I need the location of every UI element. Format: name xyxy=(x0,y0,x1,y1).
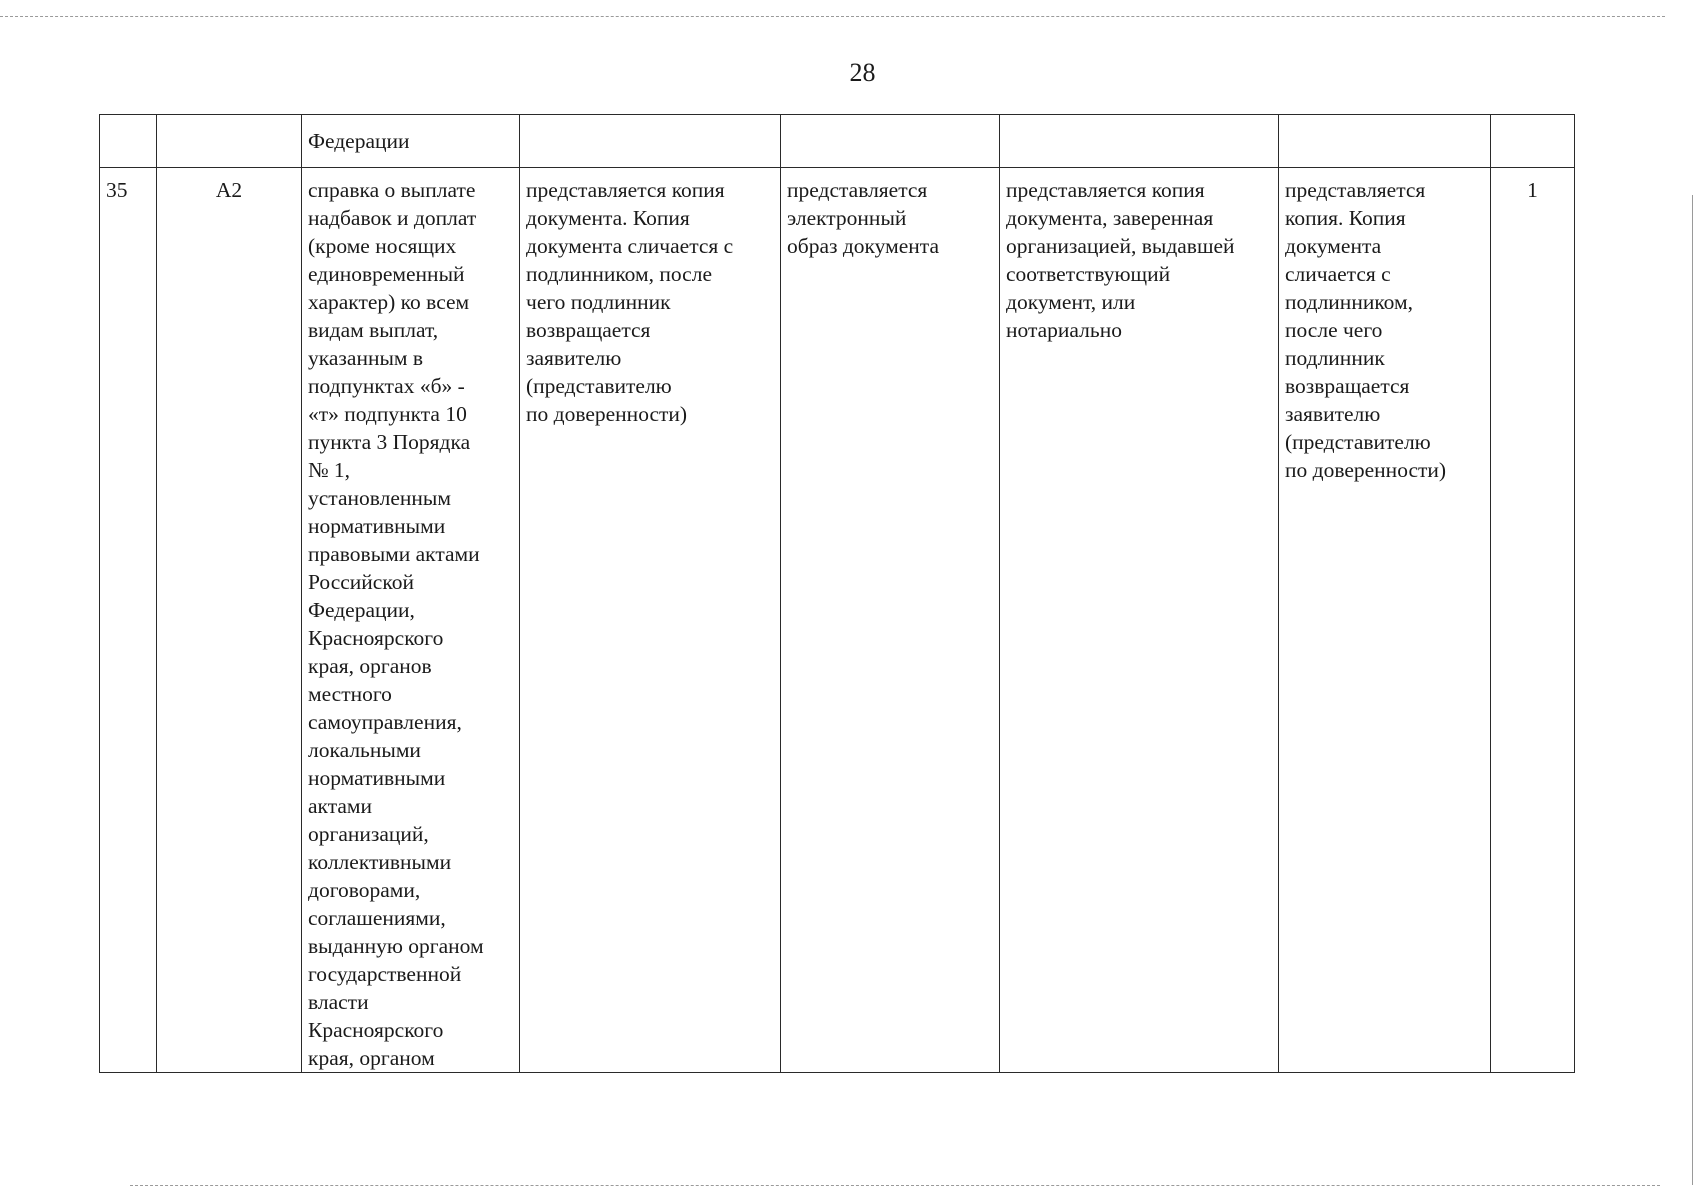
document-table xyxy=(99,114,1575,1073)
cell-electronic xyxy=(781,115,1000,168)
cell-via-mfc xyxy=(1279,115,1491,168)
table-row xyxy=(100,168,1575,1073)
cell-via-mfc: представляется копия. Копия документа сличается с подлинником, после чего подлинник возвращается заявителю (представителю по доверенности) xyxy=(1279,168,1491,1073)
cell-code xyxy=(157,115,302,168)
cell-number xyxy=(100,115,157,168)
cell-by-mail xyxy=(1000,115,1279,168)
cell-number: 35 xyxy=(100,168,157,1073)
cell-count: 1 xyxy=(1491,168,1575,1073)
table-row-continuation xyxy=(100,115,1575,168)
page-number: 28 xyxy=(849,58,876,87)
scan-line-right xyxy=(1692,195,1693,1185)
scan-line-bottom xyxy=(130,1185,1660,1186)
cell-by-mail: представляется копия документа, заверенная организацией, выдавшей соответствующий документ, или нотариально xyxy=(1000,168,1279,1073)
cell-in-person: представляется копия документа. Копия документа сличается с подлинником, после чего подлинник возвращается заявителю (представителю по доверенности) xyxy=(520,168,781,1073)
cell-in-person xyxy=(520,115,781,168)
cell-document: справка о выплате надбавок и доплат (кроме носящих единовременный характер) ко всем видам выплат, указанным в подпунктах «б» - «т» подпункта 10 пункта 3 Порядка № 1, установленным нормативными правовыми актами Российской Федерации, Красноярского края, органов местного самоуправления, локальными нормативными актами организаций, коллективными договорами, соглашениями, выданную органом государственной власти Красноярского края, органом xyxy=(302,168,520,1073)
cell-count xyxy=(1491,115,1575,168)
cell-code: А2 xyxy=(157,168,302,1073)
cell-document: Федерации xyxy=(302,115,520,168)
scan-line-top xyxy=(0,16,1665,17)
cell-electronic: представляется электронный образ документа xyxy=(781,168,1000,1073)
